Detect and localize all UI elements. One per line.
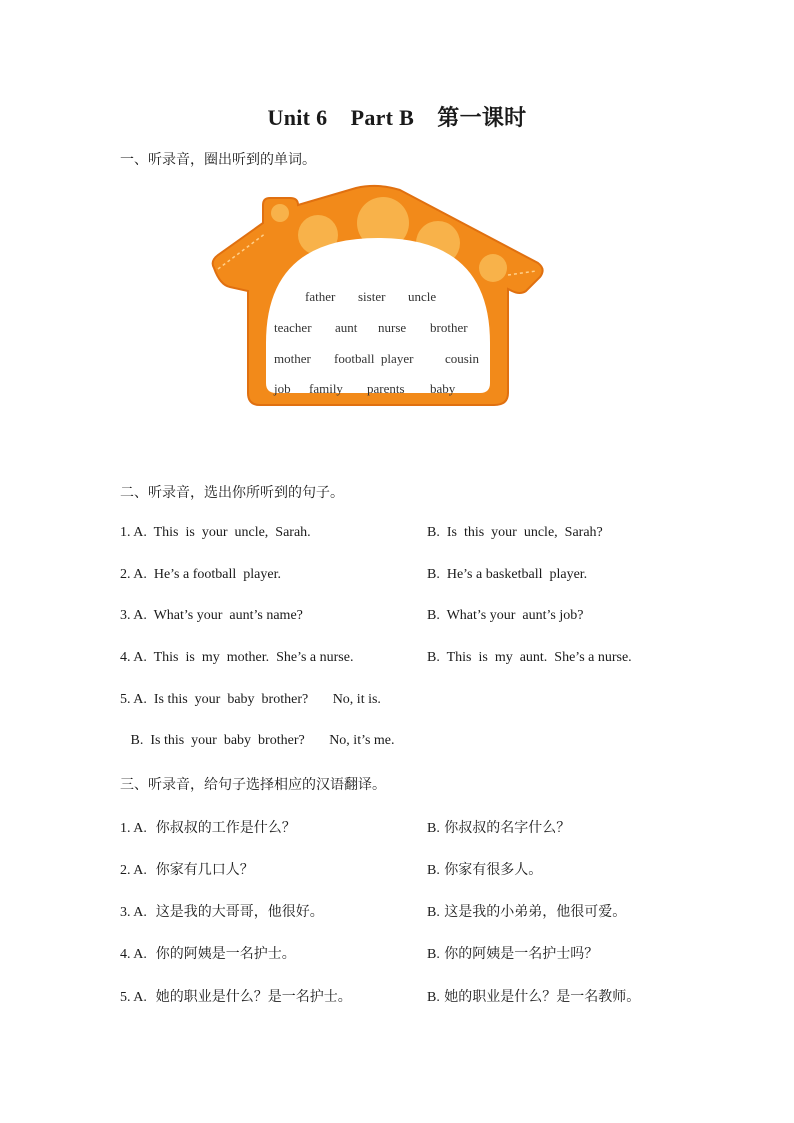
word-aunt[interactable]: aunt [335, 320, 358, 335]
s3-item5-text-b: 她的职业是什么？是一名教师。 [444, 989, 641, 1005]
s3-item2-text-a: 你家有几口人？ [155, 862, 254, 878]
s3-item1-text-a: 你叔叔的工作是什么？ [155, 820, 296, 836]
word-family[interactable]: family [309, 381, 343, 396]
s2-item2-option-a[interactable]: 2. A. He’s a football player. [120, 567, 281, 582]
word-football-player[interactable]: football player [334, 351, 414, 366]
s3-item3-label-a: 3. A. [120, 905, 147, 920]
s3-item4-option-a[interactable] [120, 943, 296, 963]
s3-item4-text-b: 你的阿姨是一名护士吗？ [444, 946, 599, 962]
s3-item3-text-a: 这是我的大哥哥，他很好。 [155, 904, 324, 920]
s3-item1-label-a: 1. A. [120, 821, 147, 836]
word-mother[interactable]: mother [274, 351, 311, 366]
s3-item2-text-b: 你家有很多人。 [444, 862, 543, 878]
word-parents[interactable]: parents [367, 381, 405, 396]
s3-item2-option-b[interactable] [427, 859, 542, 879]
word-job[interactable]: job [274, 381, 291, 396]
s3-item1-option-a[interactable] [120, 817, 296, 837]
word-brother[interactable]: brother [430, 320, 468, 335]
s3-item1-label-b: B. [427, 821, 440, 836]
page-title: Unit 6 Part B 第一课时 [267, 105, 527, 130]
section2-heading: 二、听录音，选出你所听到的句子。 [120, 485, 344, 501]
s2-item5-option-b[interactable]: B. Is this your baby brother? No, it’s me. [120, 733, 395, 748]
s3-item3-text-b: 这是我的小弟弟，他很可爱。 [444, 904, 627, 920]
s2-item1-option-b[interactable]: B. Is this your uncle, Sarah? [427, 525, 603, 540]
word-father[interactable]: father [305, 289, 336, 304]
word-teacher[interactable]: teacher [274, 320, 312, 335]
section3-heading: 三、听录音，给句子选择相应的汉语翻译。 [120, 777, 386, 793]
roof-circle [479, 254, 507, 282]
s3-item2-label-b: B. [427, 863, 440, 878]
s3-item5-option-a[interactable] [120, 986, 352, 1006]
word-uncle[interactable]: uncle [408, 289, 437, 304]
s3-item1-text-b: 你叔叔的名字什么？ [444, 820, 571, 836]
word-baby[interactable]: baby [430, 381, 456, 396]
house-window [266, 238, 490, 393]
s3-item1-option-b[interactable] [427, 817, 570, 837]
word-nurse[interactable]: nurse [378, 320, 407, 335]
s3-item5-text-a: 她的职业是什么？是一名护士。 [155, 989, 352, 1005]
s3-item5-label-a: 5. A. [120, 990, 147, 1005]
s3-item3-option-a[interactable] [120, 901, 324, 921]
s3-item4-option-b[interactable] [427, 943, 598, 963]
s3-item3-label-b: B. [427, 905, 440, 920]
s3-item4-label-a: 4. A. [120, 947, 147, 962]
s2-item2-option-b[interactable]: B. He’s a basketball player. [427, 567, 588, 582]
s3-item2-label-a: 2. A. [120, 863, 147, 878]
word-cousin[interactable]: cousin [445, 351, 479, 366]
s3-item4-label-b: B. [427, 947, 440, 962]
section1-heading: 一、听录音，圈出听到的单词。 [120, 152, 316, 168]
s3-item5-label-b: B. [427, 990, 440, 1005]
s2-item4-option-b[interactable]: B. This is my aunt. She’s a nurse. [427, 650, 632, 665]
s2-item3-option-b[interactable]: B. What’s your aunt’s job? [427, 608, 584, 623]
s2-item3-option-a[interactable]: 3. A. What’s your aunt’s name? [120, 608, 303, 623]
word-sister[interactable]: sister [358, 289, 386, 304]
s3-item4-text-a: 你的阿姨是一名护士。 [155, 946, 296, 962]
s3-item2-option-a[interactable] [120, 859, 254, 879]
s3-item3-option-b[interactable] [427, 901, 626, 921]
s2-item5-option-a[interactable]: 5. A. Is this your baby brother? No, it is. [120, 692, 381, 707]
s3-item5-option-b[interactable] [427, 986, 640, 1006]
s2-item1-option-a[interactable]: 1. A. This is your uncle, Sarah. [120, 525, 311, 540]
s2-item4-option-a[interactable]: 4. A. This is my mother. She’s a nurse. [120, 650, 354, 665]
roof-circle [271, 204, 289, 222]
